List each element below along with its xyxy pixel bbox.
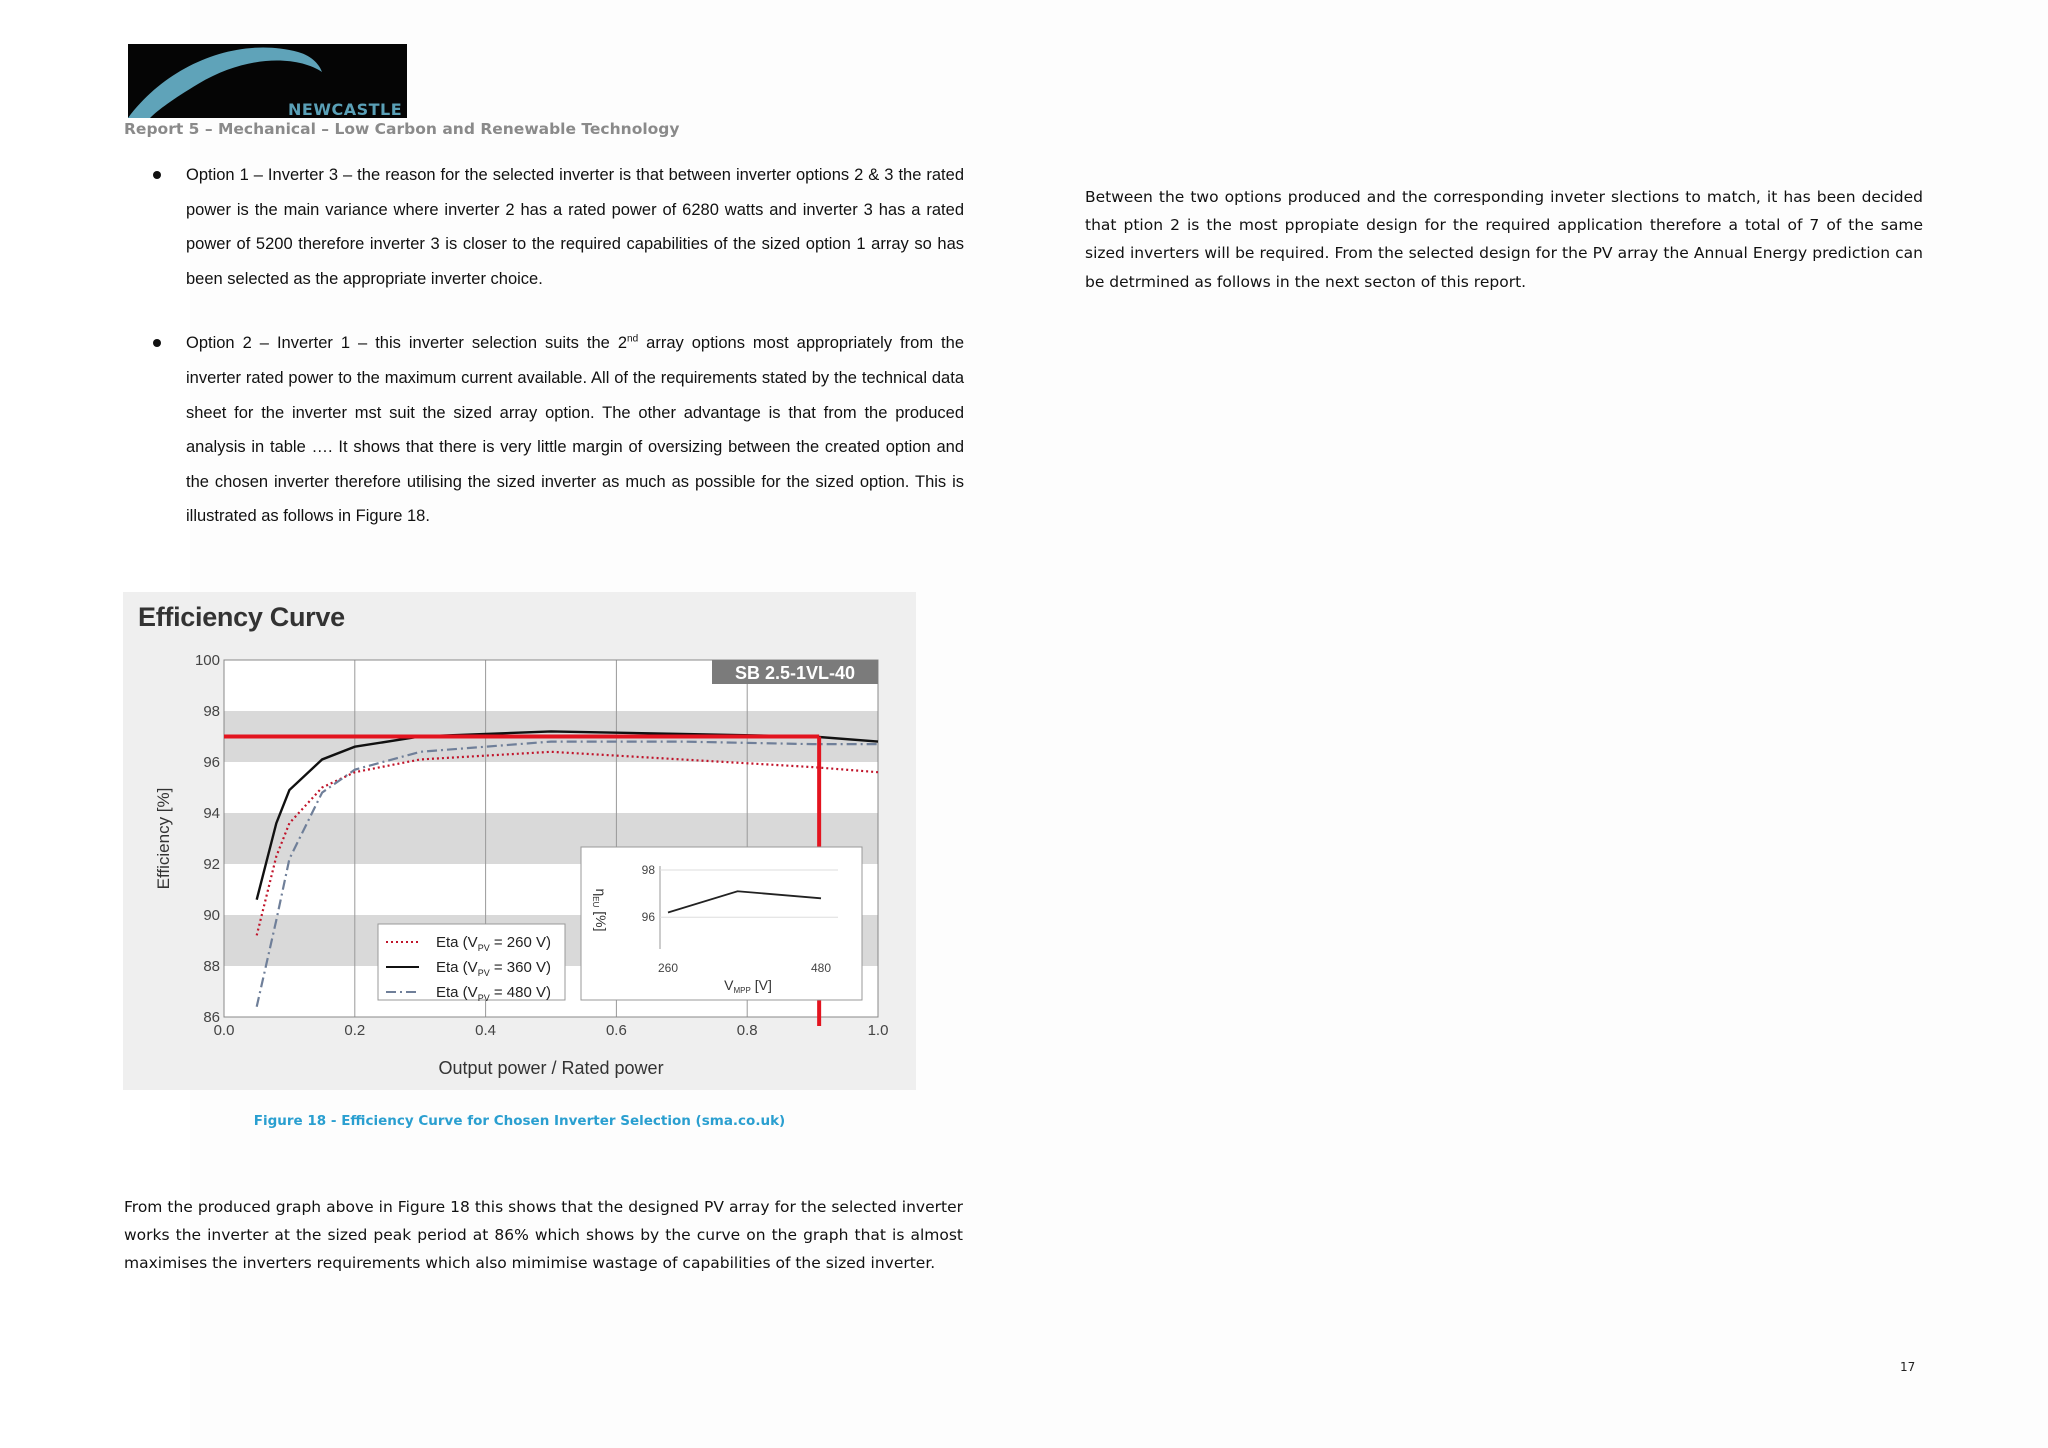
inset-y-axis-label: $\eta_{EU}$ [%] bbox=[591, 888, 609, 932]
y-tick-label: 94 bbox=[203, 805, 220, 822]
figure-caption: Figure 18 - Efficiency Curve for Chosen Inverter Selection (sma.co.uk) bbox=[253, 1113, 786, 1129]
inset-x-tick-label: 260 bbox=[657, 961, 679, 975]
analysis-paragraph: From the produced graph above in Figure 18 this shows that the designed PV array for the selected inverter works the inverter at the sized peak period at 86% which shows by the curve on the graph that is almost maximises the inverters requirements which also mimimise wastage of capabilities of the sized inverter. bbox=[124, 1198, 963, 1273]
inset-y-tick-label: 98 bbox=[641, 863, 655, 877]
newcastle-logo bbox=[128, 44, 407, 118]
x-tick-label: 0.8 bbox=[736, 1022, 758, 1039]
page-number: 17 bbox=[1900, 1360, 1916, 1374]
report-header: Report 5 – Mechanical – Low Carbon and Renewable Technology bbox=[124, 120, 680, 138]
list-item bbox=[142, 158, 964, 296]
y-tick-label: 88 bbox=[203, 958, 220, 975]
bullet-list bbox=[142, 158, 964, 564]
legend-entry: Eta ($V_{PV} = 480$ V) bbox=[436, 984, 551, 1003]
bullet-icon bbox=[153, 171, 161, 179]
inset-x-tick-label: 480 bbox=[810, 961, 832, 975]
inset-x-axis-label: $V_{MPP}$ [V] bbox=[724, 977, 772, 995]
inset-y-tick-label: 96 bbox=[641, 910, 655, 925]
x-tick-label: 0.4 bbox=[475, 1022, 497, 1039]
bullet-text: Option 1 – Inverter 3 – the reason for the selected inverter is that between inverter options 2 & 3 the rated power is the main variance where inverter 2 has a rated power of 6280 watts and inverter 3 has a rated power of 5200 therefore inverter 3 is closer to the required capabilities of the sized option 1 array so has been selected as the appropriate inverter choice. bbox=[186, 166, 964, 288]
list-item bbox=[142, 326, 964, 534]
ordinal-superscript: nd bbox=[627, 333, 639, 345]
x-tick-label: 0.0 bbox=[213, 1022, 235, 1039]
legend-entry: Eta ($V_{PV} = 260$ V) bbox=[436, 934, 551, 953]
bullet-icon bbox=[153, 339, 161, 347]
y-axis-label: Efficiency [%] bbox=[154, 787, 173, 890]
x-axis-label: Output power / Rated power bbox=[438, 1058, 664, 1078]
y-tick-label: 90 bbox=[203, 907, 220, 924]
bullet-text-start: Option 2 – Inverter 1 – this inverter selection suits the 2 bbox=[186, 334, 628, 353]
x-tick-label: 0.2 bbox=[344, 1022, 366, 1039]
y-tick-label: 86 bbox=[203, 1009, 220, 1026]
efficiency-curve-figure bbox=[123, 592, 916, 1090]
right-column-paragraph: Between the two options produced and the corresponding inveter slections to match, it has been decided that ption 2 is the most ppropiate design for the required application therefore a total of 7 of the same sized inverters will be required. From the selected design for the PV array the Annual Energy prediction can be detrmined as follows in the next secton of this report. bbox=[1085, 188, 1923, 291]
model-badge-label: SB 2.5-1VL-40 bbox=[734, 663, 856, 683]
efficiency-chart bbox=[123, 592, 916, 1090]
x-tick-label: 1.0 bbox=[867, 1022, 889, 1039]
x-tick-label: 0.6 bbox=[605, 1022, 627, 1039]
chart-title: Efficiency Curve bbox=[138, 602, 345, 632]
logo-text: NEWCASTLE bbox=[288, 100, 403, 118]
y-tick-label: 100 bbox=[194, 652, 220, 669]
y-tick-label: 96 bbox=[203, 754, 220, 771]
y-tick-label: 92 bbox=[203, 856, 220, 873]
y-tick-label: 98 bbox=[203, 703, 220, 720]
bullet-text-end: array options most appropriately from the inverter rated power to the maximum current available. All of the requirements stated by the technical data sheet for the inverter mst suit the sized array option. The other advantage is that from the produced analysis in table …. It shows that there is very little margin of oversizing between the created option and the chosen inverter therefore utilising the sized inverter as much as possible for the sized option. This is illustrated as follows in Figure 18. bbox=[186, 334, 964, 526]
legend-entry: Eta ($V_{PV} = 360$ V) bbox=[436, 959, 551, 978]
